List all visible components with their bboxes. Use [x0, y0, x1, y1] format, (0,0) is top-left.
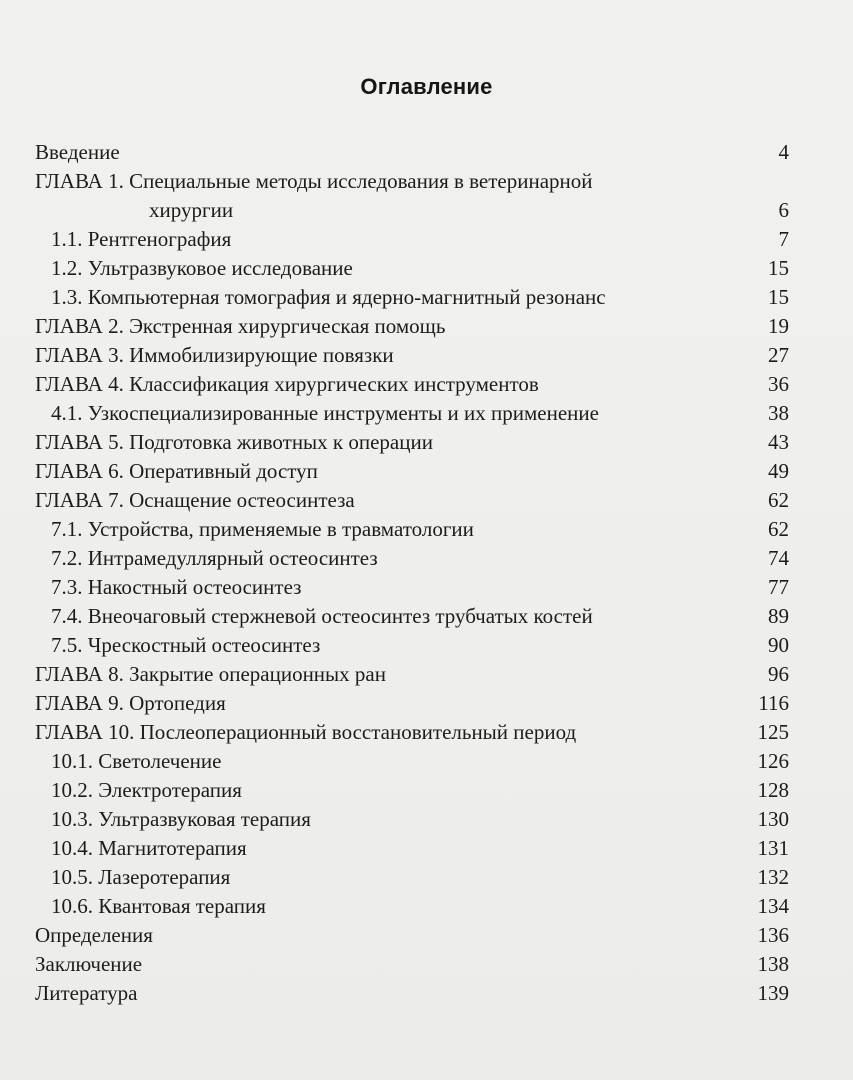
toc-entry [35, 428, 789, 457]
toc-entry-label: 1.2. Ультразвуковое исследование [51, 256, 353, 280]
toc-entry-label: ГЛАВА 4. Классификация хирургических инструментов [35, 372, 539, 396]
toc-entry [35, 718, 789, 747]
toc-entry-page-number: 27 [768, 343, 789, 367]
table-of-contents [35, 138, 789, 1008]
toc-entry-label: ГЛАВА 2. Экстренная хирургическая помощь [35, 314, 446, 338]
toc-entry-page-number: 7 [778, 227, 789, 251]
toc-entry [35, 805, 789, 834]
toc-entry [35, 254, 789, 283]
toc-entry-label: 1.3. Компьютерная томография и ядерно-магнитный резонанс [51, 285, 606, 309]
toc-entry-page-number: 15 [768, 256, 789, 280]
toc-entry-label: Литература [35, 981, 138, 1005]
toc-entry-label: ГЛАВА 6. Оперативный доступ [35, 459, 318, 483]
toc-entry [35, 892, 789, 921]
toc-entry-page-number: 89 [768, 604, 789, 628]
toc-entry-page-number: 128 [757, 778, 789, 802]
toc-entry [35, 834, 789, 863]
toc-entry-label: 10.2. Электротерапия [51, 778, 242, 802]
toc-entry [35, 631, 789, 660]
toc-entry-page-number: 136 [757, 923, 789, 947]
toc-entry-label: 7.1. Устройства, применяемые в травматологии [51, 517, 474, 541]
toc-entry-label: 7.3. Накостный остеосинтез [51, 575, 302, 599]
toc-entry-page-number: 43 [768, 430, 789, 454]
page-title: Оглавление [360, 74, 493, 99]
toc-entry [35, 341, 789, 370]
toc-entry-page-number: 36 [768, 372, 789, 396]
toc-entry [35, 660, 789, 689]
toc-entry-page-number: 96 [768, 662, 789, 686]
toc-entry [35, 921, 789, 950]
toc-entry-label: Заключение [35, 952, 143, 976]
toc-entry-label: Введение [35, 140, 120, 164]
toc-entry [35, 544, 789, 573]
toc-entry-page-number: 134 [757, 894, 789, 918]
toc-entry-label: ГЛАВА 8. Закрытие операционных ран [35, 662, 386, 686]
toc-entry-label-continuation: хирургии [149, 198, 234, 222]
toc-entry-label: 10.4. Магнитотерапия [51, 836, 247, 860]
toc-entry [35, 457, 789, 486]
toc-entry-page-number: 116 [758, 691, 789, 715]
toc-entry-page-number: 4 [778, 140, 789, 164]
toc-entry-label: 7.2. Интрамедуллярный остеосинтез [51, 546, 378, 570]
toc-entry [35, 747, 789, 776]
toc-entry-page-number: 19 [768, 314, 789, 338]
toc-entry-label: 10.6. Квантовая терапия [51, 894, 266, 918]
toc-entry-label: ГЛАВА 1. Специальные методы исследования в ветеринарной [35, 169, 593, 193]
toc-entry [35, 167, 789, 225]
toc-entry [35, 776, 789, 805]
toc-entry [35, 138, 789, 167]
toc-entry-page-number: 90 [768, 633, 789, 657]
toc-entry-page-number: 139 [757, 981, 789, 1005]
toc-entry [35, 863, 789, 892]
toc-entry-page-number: 77 [768, 575, 789, 599]
toc-entry-page-number: 6 [778, 198, 789, 222]
toc-entry-page-number: 62 [768, 488, 789, 512]
toc-entry [35, 689, 789, 718]
toc-entry-page-number: 126 [757, 749, 789, 773]
toc-entry-label: 7.4. Внеочаговый стержневой остеосинтез трубчатых костей [51, 604, 593, 628]
toc-entry-label: ГЛАВА 5. Подготовка животных к операции [35, 430, 433, 454]
toc-entry [35, 399, 789, 428]
toc-entry [35, 950, 789, 979]
toc-entry-label: ГЛАВА 7. Оснащение остеосинтеза [35, 488, 355, 512]
toc-entry-label: 10.3. Ультразвуковая терапия [51, 807, 311, 831]
toc-entry-page-number: 125 [757, 720, 789, 744]
toc-entry [35, 515, 789, 544]
toc-entry-label: ГЛАВА 9. Ортопедия [35, 691, 226, 715]
toc-entry [35, 283, 789, 312]
toc-entry-page-number: 38 [768, 401, 789, 425]
toc-entry-label: 10.5. Лазеротерапия [51, 865, 231, 889]
toc-entry-page-number: 130 [757, 807, 789, 831]
toc-entry [35, 225, 789, 254]
toc-entry-page-number: 49 [768, 459, 789, 483]
toc-entry-page-number: 74 [768, 546, 789, 570]
toc-entry [35, 602, 789, 631]
toc-entry-label: 4.1. Узкоспециализированные инструменты и их применение [51, 401, 599, 425]
toc-entry-page-number: 131 [757, 836, 789, 860]
toc-entry [35, 486, 789, 515]
toc-entry-label: 10.1. Светолечение [51, 749, 222, 773]
toc-entry-label: ГЛАВА 10. Послеоперационный восстановительный период [35, 720, 577, 744]
toc-entry [35, 312, 789, 341]
toc-entry-page-number: 138 [757, 952, 789, 976]
toc-entry-label: 1.1. Рентгенография [51, 227, 232, 251]
toc-entry-page-number: 15 [768, 285, 789, 309]
toc-entry-page-number: 132 [757, 865, 789, 889]
toc-entry [35, 573, 789, 602]
toc-entry-label: Определения [35, 923, 153, 947]
toc-entry [35, 979, 789, 1008]
toc-entry-label: 7.5. Чрескостный остеосинтез [51, 633, 321, 657]
toc-entry [35, 370, 789, 399]
toc-entry-page-number: 62 [768, 517, 789, 541]
toc-entry-label: ГЛАВА 3. Иммобилизирующие повязки [35, 343, 394, 367]
